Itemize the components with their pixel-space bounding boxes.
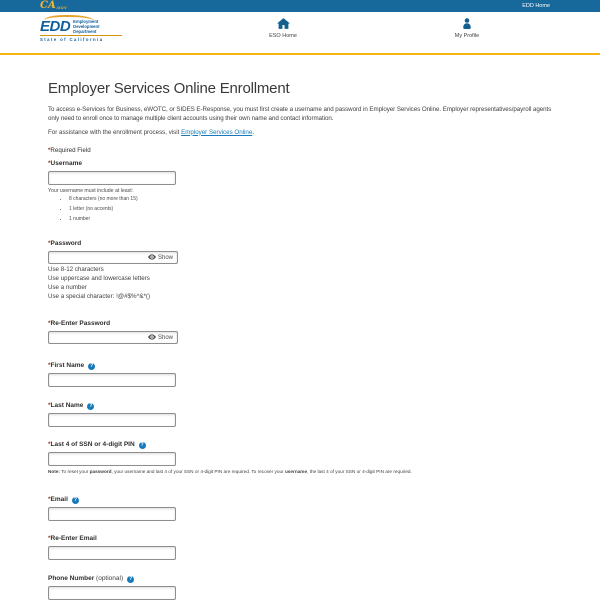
nav-eso-home[interactable] bbox=[251, 18, 315, 39]
enrollment-form bbox=[0, 55, 600, 600]
phone-group bbox=[48, 574, 552, 600]
reenter-password-label: *Re-Enter Password bbox=[48, 320, 111, 328]
header bbox=[0, 12, 600, 53]
last-name-help-icon[interactable]: ? bbox=[89, 403, 93, 410]
username-rules-list bbox=[48, 196, 552, 223]
show-password-label: Show bbox=[157, 254, 173, 261]
password-rules: Use 8-12 characters Use uppercase and lowercase letters Use a number Use a special character: !@#$%^&*() bbox=[48, 266, 151, 301]
phone-input[interactable] bbox=[48, 586, 176, 600]
ssn-pin-label: *Last 4 of SSN or 4-digit PIN ? bbox=[48, 441, 144, 449]
first-name-input[interactable] bbox=[48, 373, 176, 387]
ssn-pin-note: Note: To reset your password, your username and last 4 of your SSN or 4-digit PIN are required. To recover your username, the last 4 of your SSN or 4-digit PIN are required. bbox=[48, 469, 412, 475]
nav-my-profile-label: My Profile bbox=[454, 33, 480, 39]
reenter-email-label: *Re-Enter Email bbox=[48, 535, 97, 543]
employer-services-online-link[interactable]: Employer Services Online bbox=[181, 128, 253, 136]
edd-logo[interactable] bbox=[40, 15, 122, 42]
reenter-password-group bbox=[48, 319, 552, 344]
first-name-help-icon[interactable]: ? bbox=[90, 363, 94, 370]
ssn-pin-input[interactable] bbox=[48, 452, 176, 466]
reenter-password-input[interactable] bbox=[49, 334, 146, 341]
first-name-group bbox=[48, 361, 552, 387]
last-name-label: *Last Name ? bbox=[48, 402, 93, 410]
last-name-group bbox=[48, 401, 552, 427]
ca-gov-logo-gov: .GOV bbox=[55, 5, 67, 10]
email-help-icon[interactable]: ? bbox=[73, 497, 77, 504]
intro-text: To access e-Services for Business, eWOTC, or SIDES E-Response, you must first create a username and password in Employer Services Online. Employer representatives/payroll agents only need to enroll once to manage multiple client accounts using their own name and contact information. bbox=[48, 106, 552, 123]
edd-logo-acronym: EDD bbox=[40, 18, 71, 35]
page-title: Employer Services Online Enrollment bbox=[48, 80, 290, 97]
eye-icon bbox=[148, 254, 156, 262]
password-label: *Password bbox=[48, 240, 82, 248]
username-label: *Username bbox=[48, 159, 82, 167]
topbar bbox=[0, 0, 600, 12]
reenter-password-input-wrap bbox=[48, 331, 178, 344]
assistance-text: For assistance with the enrollment process, visit Employer Services Online. bbox=[48, 128, 255, 136]
password-input-wrap bbox=[48, 251, 178, 264]
email-group bbox=[48, 495, 552, 521]
home-icon bbox=[277, 18, 290, 29]
ca-gov-logo-ca: CA bbox=[40, 0, 56, 11]
password-input[interactable] bbox=[49, 254, 146, 261]
phone-help-icon[interactable]: ? bbox=[129, 576, 133, 583]
username-rule: • 8 characters (no more than 15) bbox=[69, 196, 552, 203]
username-input[interactable] bbox=[48, 171, 176, 185]
ssn-pin-help-icon[interactable]: ? bbox=[140, 442, 144, 449]
edd-logo-tagline: State of California bbox=[40, 35, 122, 42]
phone-label: Phone Number (optional) ? bbox=[48, 575, 133, 583]
show-reenter-password-label: Show bbox=[157, 334, 173, 341]
nav-my-profile[interactable] bbox=[435, 18, 499, 39]
required-field-note: *Required Field bbox=[48, 146, 91, 154]
first-name-label: *First Name ? bbox=[48, 362, 94, 370]
username-rule: • 1 letter (no accents) bbox=[69, 206, 552, 213]
reenter-email-input[interactable] bbox=[48, 546, 176, 560]
email-label: *Email ? bbox=[48, 496, 77, 504]
eye-icon bbox=[148, 334, 156, 342]
username-group bbox=[48, 159, 552, 223]
email-input[interactable] bbox=[48, 507, 176, 521]
ssn-pin-group bbox=[48, 440, 552, 474]
reenter-email-group bbox=[48, 534, 552, 560]
username-rule: • 1 number bbox=[69, 216, 552, 223]
person-icon bbox=[462, 18, 472, 29]
password-group bbox=[48, 239, 552, 302]
edd-logo-department-text: Employment Development Department bbox=[73, 19, 100, 34]
last-name-input[interactable] bbox=[48, 413, 176, 427]
show-password-button[interactable] bbox=[146, 254, 177, 262]
nav-eso-home-label: ESO Home bbox=[269, 33, 297, 39]
edd-home-link[interactable]: EDD Home bbox=[522, 3, 550, 9]
show-reenter-password-button[interactable] bbox=[146, 334, 177, 342]
username-help-intro: Your username must include at least: bbox=[48, 187, 134, 194]
